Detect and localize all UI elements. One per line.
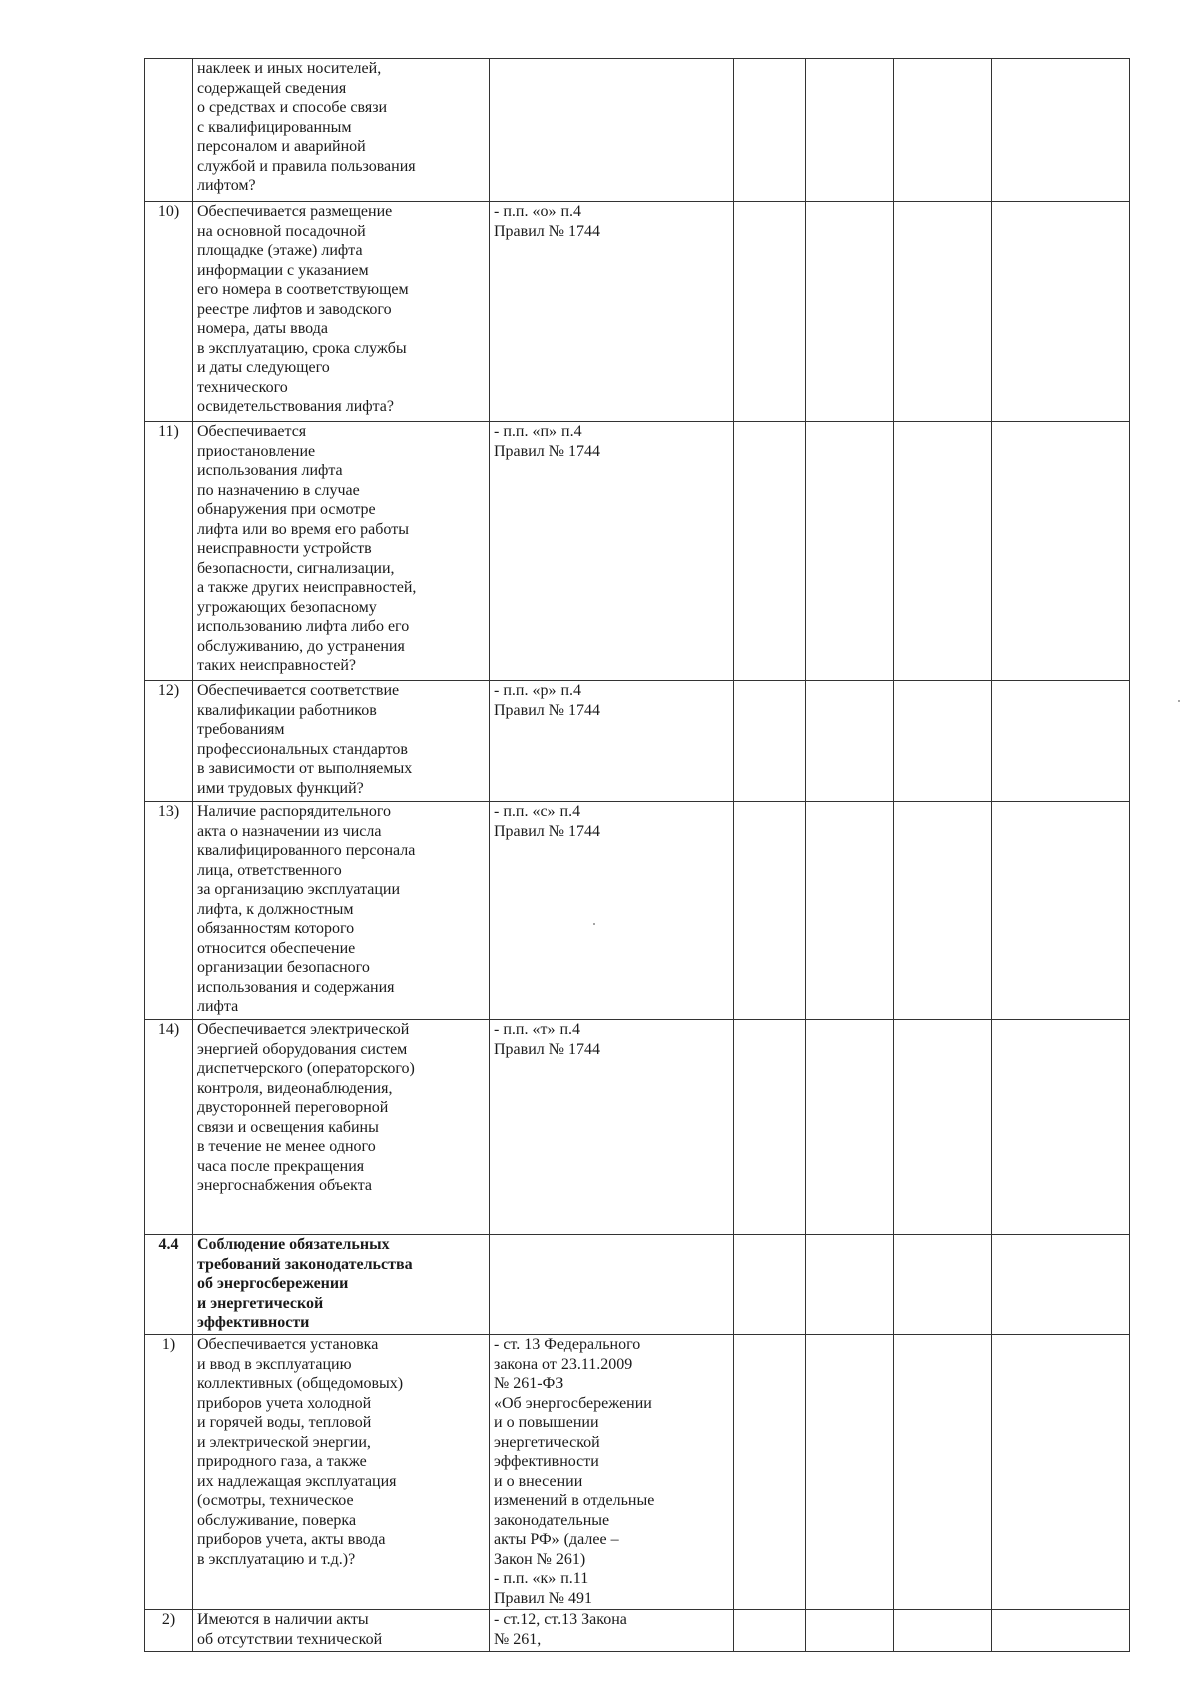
table-row: [145, 422, 1130, 681]
legal-reference: - п.п. «с» п.4 Правил № 1744: [490, 802, 734, 1020]
checklist-table: [144, 58, 1130, 1652]
table-row: [145, 1335, 1130, 1610]
empty-cell: [734, 1610, 806, 1652]
empty-cell: [894, 1235, 992, 1335]
empty-cell: [992, 59, 1130, 202]
table-row: [145, 59, 1130, 202]
scan-speck: [1178, 700, 1180, 702]
row-number: [145, 59, 193, 202]
empty-cell: [894, 802, 992, 1020]
empty-cell: [806, 681, 894, 802]
section-number: 4.4: [145, 1235, 193, 1335]
legal-reference: [490, 1235, 734, 1335]
table-row: [145, 681, 1130, 802]
empty-cell: [992, 202, 1130, 422]
empty-cell: [734, 1020, 806, 1235]
requirement-text: наклеек и иных носителей, содержащей сведения о средствах и способе связи с квалифицированным персоналом и аварийной службой и правила пользования лифтом?: [193, 59, 490, 202]
empty-cell: [806, 802, 894, 1020]
legal-reference: - ст. 13 Федерального закона от 23.11.2009 № 261-ФЗ «Об энергосбережении и о повышении энергетической эффективности и о внесении изменений в отдельные законодательные акты РФ» (далее – Закон № 261) - п.п. «к» п.11 Правил № 491: [490, 1335, 734, 1610]
requirement-text: Наличие распорядительного акта о назначении из числа квалифицированного персонала лица, ответственного за организацию эксплуатации лифта, к должностным обязанностям которого относится обеспечение организации безопасного использования и содержания лифта: [193, 802, 490, 1020]
legal-reference: - п.п. «о» п.4 Правил № 1744: [490, 202, 734, 422]
requirement-text: Обеспечивается приостановление использования лифта по назначению в случае обнаружения при осмотре лифта или во время его работы неисправности устройств безопасности, сигнализации, а также других неисправностей, угрожающих безопасному использованию лифта либо его обслуживанию, до устранения таких неисправностей?: [193, 422, 490, 681]
empty-cell: [806, 202, 894, 422]
empty-cell: [806, 1235, 894, 1335]
requirement-text: Имеются в наличии акты об отсутствии технической: [193, 1610, 490, 1652]
empty-cell: [894, 681, 992, 802]
empty-cell: [806, 59, 894, 202]
row-number: 12): [145, 681, 193, 802]
empty-cell: [894, 1335, 992, 1610]
empty-cell: [734, 59, 806, 202]
empty-cell: [806, 1610, 894, 1652]
empty-cell: [992, 1020, 1130, 1235]
row-number: 13): [145, 802, 193, 1020]
empty-cell: [992, 802, 1130, 1020]
empty-cell: [992, 1235, 1130, 1335]
empty-cell: [992, 681, 1130, 802]
legal-reference: - п.п. «р» п.4 Правил № 1744: [490, 681, 734, 802]
table-row: [145, 1610, 1130, 1652]
empty-cell: [992, 1335, 1130, 1610]
empty-cell: [734, 202, 806, 422]
empty-cell: [894, 422, 992, 681]
empty-cell: [806, 1335, 894, 1610]
requirement-text: Обеспечивается установка и ввод в эксплуатацию коллективных (общедомовых) приборов учета холодной и горячей воды, тепловой и электрической энергии, природного газа, а также их надлежащая эксплуатация (осмотры, техническое обслуживание, поверка приборов учета, акты ввода в эксплуатацию и т.д.)?: [193, 1335, 490, 1610]
empty-cell: [992, 1610, 1130, 1652]
empty-cell: [806, 1020, 894, 1235]
legal-reference: - п.п. «т» п.4 Правил № 1744: [490, 1020, 734, 1235]
requirement-text: Обеспечивается электрической энергией оборудования систем диспетчерского (операторского) контроля, видеонаблюдения, двусторонней переговорной связи и освещения кабины в течение не менее одного часа после прекращения энергоснабжения объекта: [193, 1020, 490, 1235]
row-number: 1): [145, 1335, 193, 1610]
empty-cell: [734, 1235, 806, 1335]
empty-cell: [734, 802, 806, 1020]
empty-cell: [894, 1610, 992, 1652]
requirement-text: Обеспечивается размещение на основной посадочной площадке (этаже) лифта информации с указанием его номера в соответствующем реестре лифтов и заводского номера, даты ввода в эксплуатацию, срока службы и даты следующего технического освидетельствования лифта?: [193, 202, 490, 422]
empty-cell: [734, 681, 806, 802]
empty-cell: [894, 59, 992, 202]
empty-cell: [894, 202, 992, 422]
table-row: [145, 1020, 1130, 1235]
legal-reference: - п.п. «п» п.4 Правил № 1744: [490, 422, 734, 681]
row-number: 10): [145, 202, 193, 422]
requirement-text: Обеспечивается соответствие квалификации работников требованиям профессиональных стандартов в зависимости от выполняемых ими трудовых функций?: [193, 681, 490, 802]
legal-reference: [490, 59, 734, 202]
empty-cell: [806, 422, 894, 681]
row-number: 11): [145, 422, 193, 681]
empty-cell: [734, 422, 806, 681]
row-number: 14): [145, 1020, 193, 1235]
table-row: [145, 202, 1130, 422]
empty-cell: [734, 1335, 806, 1610]
section-title: Соблюдение обязательных требований законодательства об энергосбережении и энергетической эффективности: [193, 1235, 490, 1335]
row-number: 2): [145, 1610, 193, 1652]
section-row: [145, 1235, 1130, 1335]
table-row: [145, 802, 1130, 1020]
scan-speck: [593, 923, 595, 925]
empty-cell: [992, 422, 1130, 681]
empty-cell: [894, 1020, 992, 1235]
legal-reference: - ст.12, ст.13 Закона № 261,: [490, 1610, 734, 1652]
